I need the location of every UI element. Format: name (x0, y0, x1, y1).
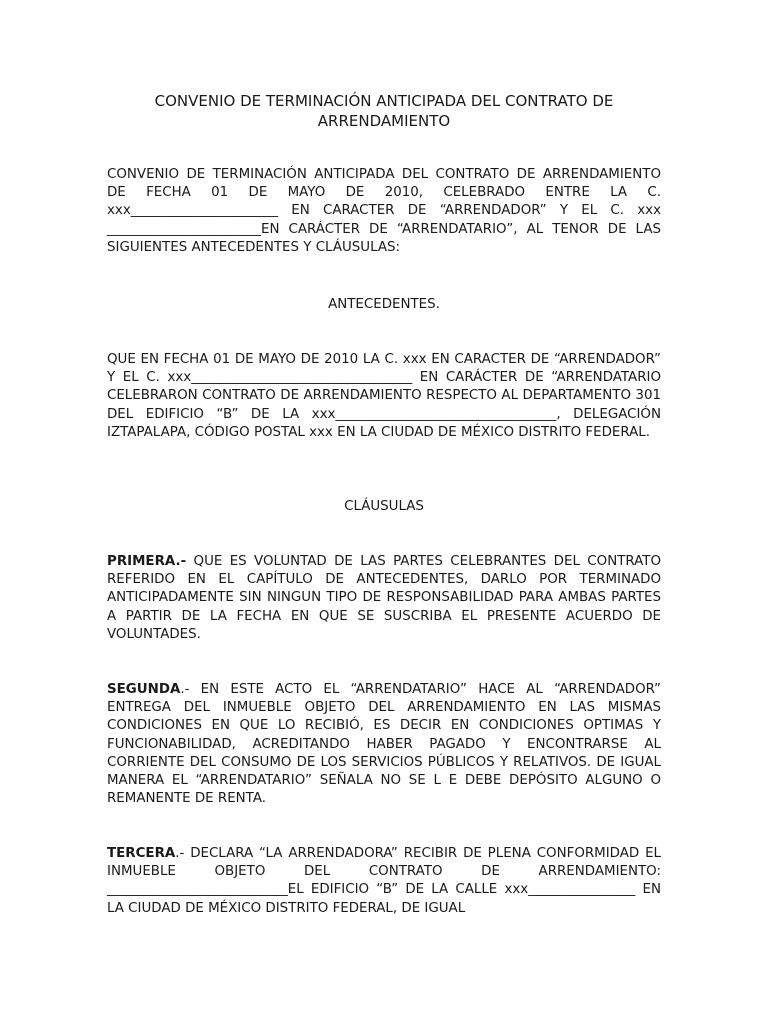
clause-tercera-text: .- DECLARA “LA ARRENDADORA” RECIBIR DE PLENA CONFORMIDAD EL INMUEBLE OBJETO DEL CONTRATO DE ARRENDAMIENTO: ___________________________EL EDIFICIO “B” DE LA CALLE xxx________________ EN LA CIUDAD DE MÉXICO DISTRITO FEDERAL, DE IGUAL (107, 846, 661, 916)
clause-segunda (107, 681, 661, 808)
antecedentes-paragraph: QUE EN FECHA 01 DE MAYO DE 2010 LA C. xxx EN CARACTER DE “ARRENDADOR” Y EL C. xxx_________________________________ EN CARÁCTER DE “ARRENDATARIO CELEBRARON CONTRATO DE ARRENDAMIENTO RESPECTO AL DEPARTAMENTO 301 DEL EDIFICIO “B” DE LA xxx_________________________________, DELEGACIÓN IZTAPALAPA, CÓDIGO POSTAL xxx EN LA CIUDAD DE MÉXICO DISTRITO FEDERAL. (107, 352, 661, 440)
intro-paragraph: CONVENIO DE TERMINACIÓN ANTICIPADA DEL CONTRATO DE ARRENDAMIENTO DE FECHA 01 DE MAYO DE 2010, CELEBRADO ENTRE LA C. xxx______________________ EN CARACTER DE “ARRENDADOR” Y EL C. xxx _______________________EN CARÁCTER DE “ARRENDATARIO”, AL TENOR DE LAS SIGUIENTES ANTECEDENTES Y CLÁUSULAS: (107, 167, 661, 255)
clausulas-heading: CLÁUSULAS (344, 499, 424, 514)
clause-segunda-text: .- EN ESTE ACTO EL “ARRENDATARIO” HACE AL “ARRENDADOR” ENTREGA DEL INMUEBLE OBJETO DEL ARRENDAMIENTO EN LAS MISMAS CONDICIONES EN QUE LO RECIBIÓ, ES DECIR EN CONDICIONES OPTIMAS Y FUNCIONABILIDAD, ACREDITANDO HABER PAGADO Y ENCONTRARSE AL CORRIENTE DEL CONSUMO DE LOS SERVICIOS PÚBLICOS Y RELATIVOS. DE IGUAL MANERA EL “ARRENDATARIO” SEÑALA NO SE L E DEBE DEPÓSITO ALGUNO O REMANENTE DE RENTA. (107, 682, 661, 807)
antecedentes-heading: ANTECEDENTES. (328, 297, 440, 312)
clause-primera-label: PRIMERA.- (107, 554, 187, 569)
clause-primera-text: QUE ES VOLUNTAD DE LAS PARTES CELEBRANTES DEL CONTRATO REFERIDO EN EL CAPÍTULO DE ANTECEDENTES, DARLO POR TERMINADO ANTICIPADAMENTE SIN NINGUN TIPO DE RESPONSABILIDAD PARA AMBAS PARTES A PARTIR DE LA FECHA EN QUE SE SUSCRIBA EL PRESENTE ACUERDO DE VOLUNTADES. (107, 554, 661, 642)
clause-tercera-label: TERCERA (107, 846, 176, 861)
clause-primera (107, 553, 661, 644)
clause-segunda-label: SEGUNDA (107, 682, 181, 697)
clause-tercera (107, 845, 661, 918)
document-title: CONVENIO DE TERMINACIÓN ANTICIPADA DEL CONTRATO DE ARRENDAMIENTO (154, 92, 614, 130)
